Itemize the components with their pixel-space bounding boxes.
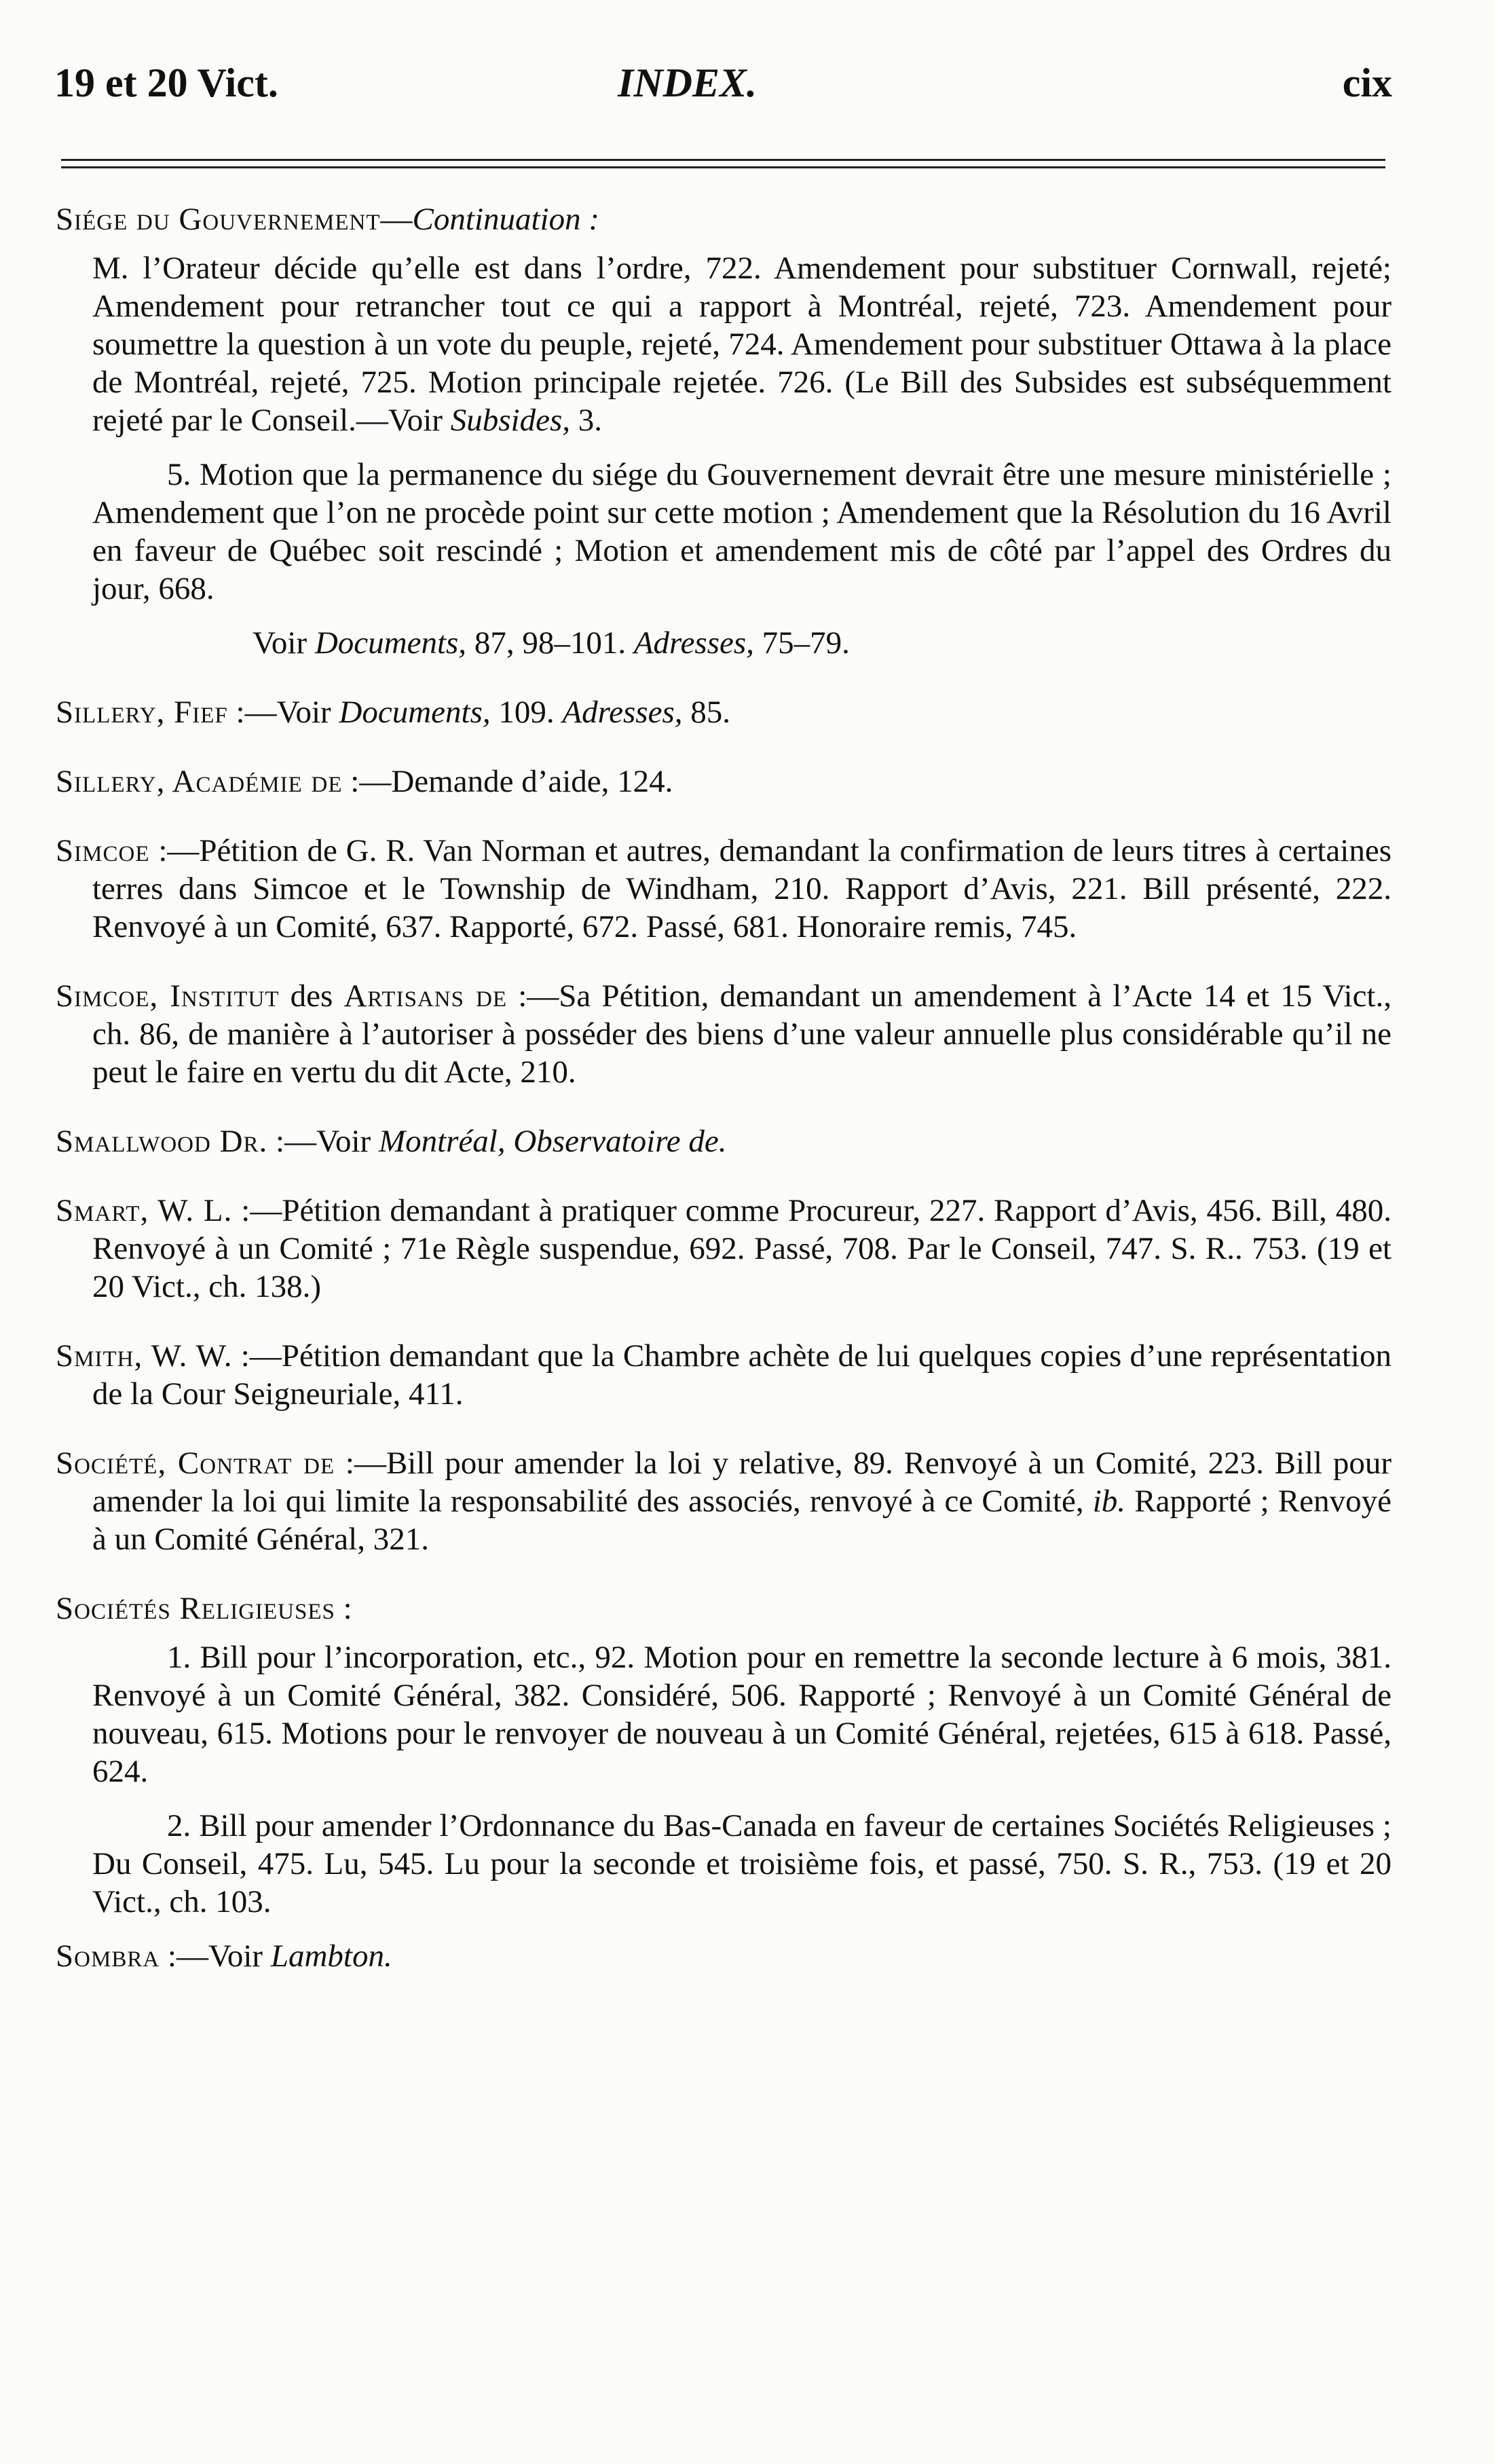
entry-text: :—Pétition demandant que la Chambre achète de lui quelques copies d’une représentation de la Cour Seigneuriale, 411. [92,1338,1392,1412]
entry-text: :—Voir [227,695,339,730]
index-entry-smart [56,1192,1392,1306]
entry-text [506,1124,514,1159]
cross-reference: Subsides, [450,403,570,438]
ibid-reference: ib. [1092,1484,1126,1519]
entry-heading: Artisans de [343,978,508,1014]
entry-text: :—Voir [160,1938,271,1974]
see-also-text: Voir [253,625,315,661]
entry-heading: Smallwood Dr. [56,1124,268,1159]
index-body [56,200,1392,2006]
see-also-text: 75–79. [753,625,850,661]
entry-text: 85. [682,695,730,730]
entry-text: :—Demande d’aide, 124. [342,764,673,799]
index-entry-simcoe-institut [56,977,1392,1091]
entry-text: Rapporté ; Renvoyé à un Comité Général, 321. [92,1484,1392,1557]
cross-reference: Montréal, [378,1124,506,1159]
index-entry-sillery-fief [56,693,1392,731]
cross-reference: Observatoire de. [513,1124,727,1159]
running-head-left: 19 et 20 Vict. [54,60,278,105]
cross-reference: Adresses, [562,695,683,730]
entry-heading: Sombra [56,1938,160,1974]
cross-reference: Lambton. [270,1938,392,1974]
see-also-text: 87, 98–101. [466,625,634,661]
entry-heading: Société, Contrat de [56,1446,335,1481]
index-entry-smallwood [56,1122,1392,1160]
entry-text-end: 3. [570,403,602,438]
entry-paragraph-numbered: 2. Bill pour amender l’Ordonnance du Bas-Canada en faveur de certaines Sociétés Religieuses ; Du Conseil, 475. Lu, 545. Lu pour la seconde et troisième fois, et passé, 750. S. R., 753. (19 et 20 Vict., ch. 103. [92,1808,1392,1919]
entry-text: :—Pétition demandant à pratiquer comme Procureur, 227. Rapport d’Avis, 456. Bill, 480. Renvoyé à un Comité ; 71e Règle suspendue, 692. Passé, 708. Par le Conseil, 747. S. R.. 753. (19 et 20 Vict., ch. 138.) [92,1193,1392,1304]
continuation-label: Continuation : [412,202,600,237]
entry-text: 109. [490,695,563,730]
entry-text: : [335,1591,352,1626]
index-entry-simcoe [56,832,1392,946]
entry-text: :—Pétition de G. R. Van Norman et autres, demandant la confirmation de leurs titres à certaines terres dans Simcoe et le Township de Windham, 210. Rapport d’Avis, 221. Bill présenté, 222. Renvoyé à un Comité, 637. Rapporté, 672. Passé, 681. Honoraire remis, 745. [92,833,1392,944]
index-entry-sillery-academie [56,762,1392,801]
page-number: cix [1342,60,1392,105]
entry-paragraph-numbered: 5. Motion que la permanence du siége du Gouvernement devrait être une mesure ministérielle ; Amendement que l’on ne procède point sur cette motion ; Amendement que la Résolution du 16 Avril en faveur de Québec soit rescindé ; Motion et amendement mis de côté par l’appel des Ordres du jour, 668. [92,457,1392,606]
entry-paragraph-numbered: 1. Bill pour l’incorporation, etc., 92. Motion pour en remettre la seconde lecture à 6 mois, 381. Renvoyé à un Comité Général, 382. Considéré, 506. Rapporté ; Renvoyé à un Comité Général de nouveau, 615. Motions pour le renvoyer de nouveau à un Comité Général, rejetées, 615 à 618. Passé, 624. [92,1640,1392,1789]
entry-heading-connector: des [279,978,344,1014]
cross-reference: Documents, [314,625,467,661]
entry-paragraph [92,249,1392,439]
cross-reference: Adresses, [633,625,754,661]
entry-heading: Siége du Gouvernement [56,202,381,237]
index-entry-smith [56,1337,1392,1413]
entry-heading: Simcoe, Institut [56,978,280,1014]
entry-heading: Smart, W. L. [56,1193,233,1228]
entry-heading: Simcoe [56,833,150,868]
entry-heading: Sociétés Religieuses [56,1591,335,1626]
page-header [54,60,1392,121]
index-entry-siege-gouvernement [56,200,1392,238]
entry-text: :—Bill pour amender la loi y relative, 89. Renvoyé à un Comité, 223. Bill pour amender la loi qui limite la responsabilité des associés, renvoyé à ce Comité, [92,1446,1392,1519]
header-rule-bottom [61,166,1385,168]
index-entry-societe-contrat [56,1444,1392,1558]
header-rule-top [61,159,1385,161]
cross-reference: Documents, [339,695,491,730]
see-also-line [253,624,1392,662]
entry-text: M. l’Orateur décide qu’elle est dans l’ordre, 722. Amendement pour substituer Cornwall, rejeté; Amendement pour retrancher tout ce qui a rapport à Montréal, rejeté, 723. Amendement pour soumettre la question à un vote du peuple, rejeté, 724. Amendement pour substituer Ottawa à la place de Montréal, rejeté, 725. Motion principale rejetée. 726. (Le Bill des Subsides est subséquemment rejeté par le Conseil.—Voir [92,251,1392,438]
entry-heading: Smith, W. W. [56,1338,233,1374]
entry-heading: Sillery, Académie de [56,764,343,799]
entry-heading: Sillery, Fief [56,695,228,730]
index-entry-sombra [56,1937,1392,1975]
entry-text: :—Sa Pétition, demandant un amendement à l’Acte 14 et 15 Vict., ch. 86, de manière à l’autoriser à posséder des biens d’une valeur annuelle plus considérable qu’il ne peut le faire en vertu du dit Acte, 210. [92,978,1392,1090]
entry-text: :—Voir [267,1124,379,1159]
running-head-title: INDEX. [618,60,758,105]
entry-heading-dash: — [380,202,413,237]
index-entry-societes-religieuses [56,1589,1392,1628]
